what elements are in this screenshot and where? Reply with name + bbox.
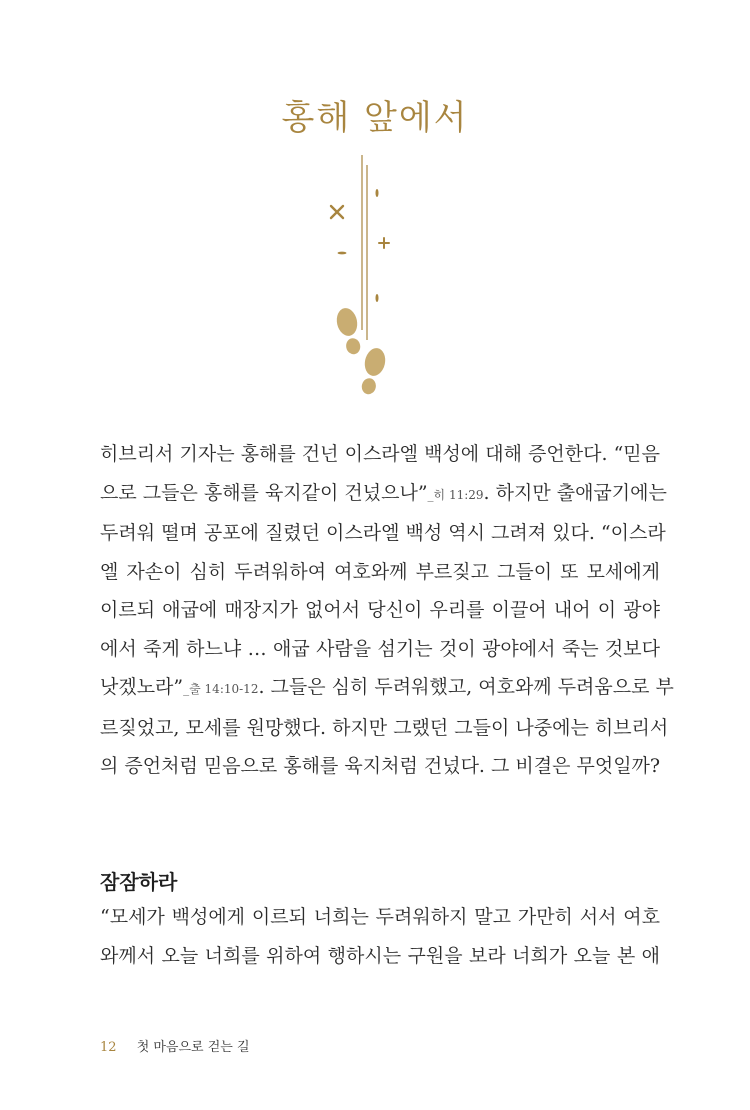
section-heading: 잠잠하라 (100, 870, 178, 894)
book-title: 첫 마음으로 걷는 길 (136, 1040, 250, 1055)
text-line: 엘 자손이 심히 두려워하여 여호와께 부르짖고 그들이 또 모세에게 (100, 560, 660, 583)
text-line (100, 474, 667, 515)
body-paragraph-1 (100, 435, 674, 786)
text-line (100, 668, 674, 709)
bible-reference: _출 14:10-12 (183, 682, 259, 696)
cross-star-icon (331, 206, 343, 218)
text-line: 와께서 오늘 너희를 위하여 행하시는 구원을 보라 너희가 오늘 본 애 (100, 944, 660, 967)
chapter-title: 홍해 앞에서 (281, 98, 469, 138)
text-segment: . 하지만 출애굽기에는 (483, 481, 667, 504)
bible-reference: _히 11:29 (427, 487, 484, 502)
text-line: 두려워 떨며 공포에 질렸던 이스라엘 백성 역시 그려져 있다. “이스라 (100, 522, 666, 544)
plus-star-icon (379, 238, 389, 248)
page-number: 12 (100, 1040, 117, 1055)
text-line: “모세가 백성에게 이르되 너희는 두려워하지 말고 가만히 서서 여호 (100, 906, 660, 928)
text-line: 에서 죽게 하느냐 … 애굽 사람을 섬기는 것이 광야에서 죽는 것보다 (100, 637, 660, 660)
text-segment: 낫겠노라” (100, 676, 184, 698)
text-segment: 으로 그들은 홍해를 육지같이 건넜으나” (100, 481, 428, 504)
text-line: 히브리서 기자는 홍해를 건넌 이스라엘 백성에 대해 증언한다. “믿음 (100, 443, 660, 465)
dash-mark (376, 294, 379, 302)
footprint-left-icon (334, 306, 363, 356)
text-line: 이르되 애굽에 매장지가 없어서 당신이 우리를 이끌어 내어 이 광야 (100, 599, 660, 621)
text-line: 르짖었고, 모세를 원망했다. 하지만 그랬던 그들이 나중에는 히브리서 (100, 716, 669, 739)
footprint-right-icon (358, 346, 387, 396)
text-segment: . 그들은 심히 두려워했고, 여호와께 두려움으로 부 (258, 676, 674, 698)
footprints-illustration (320, 150, 430, 400)
dash-mark (376, 189, 379, 197)
text-line: 의 증언처럼 믿음으로 홍해를 육지처럼 건넜다. 그 비결은 무엇일까? (100, 755, 661, 777)
body-paragraph-2 (100, 898, 660, 975)
dash-mark (338, 252, 347, 255)
page-footer (100, 1036, 250, 1055)
